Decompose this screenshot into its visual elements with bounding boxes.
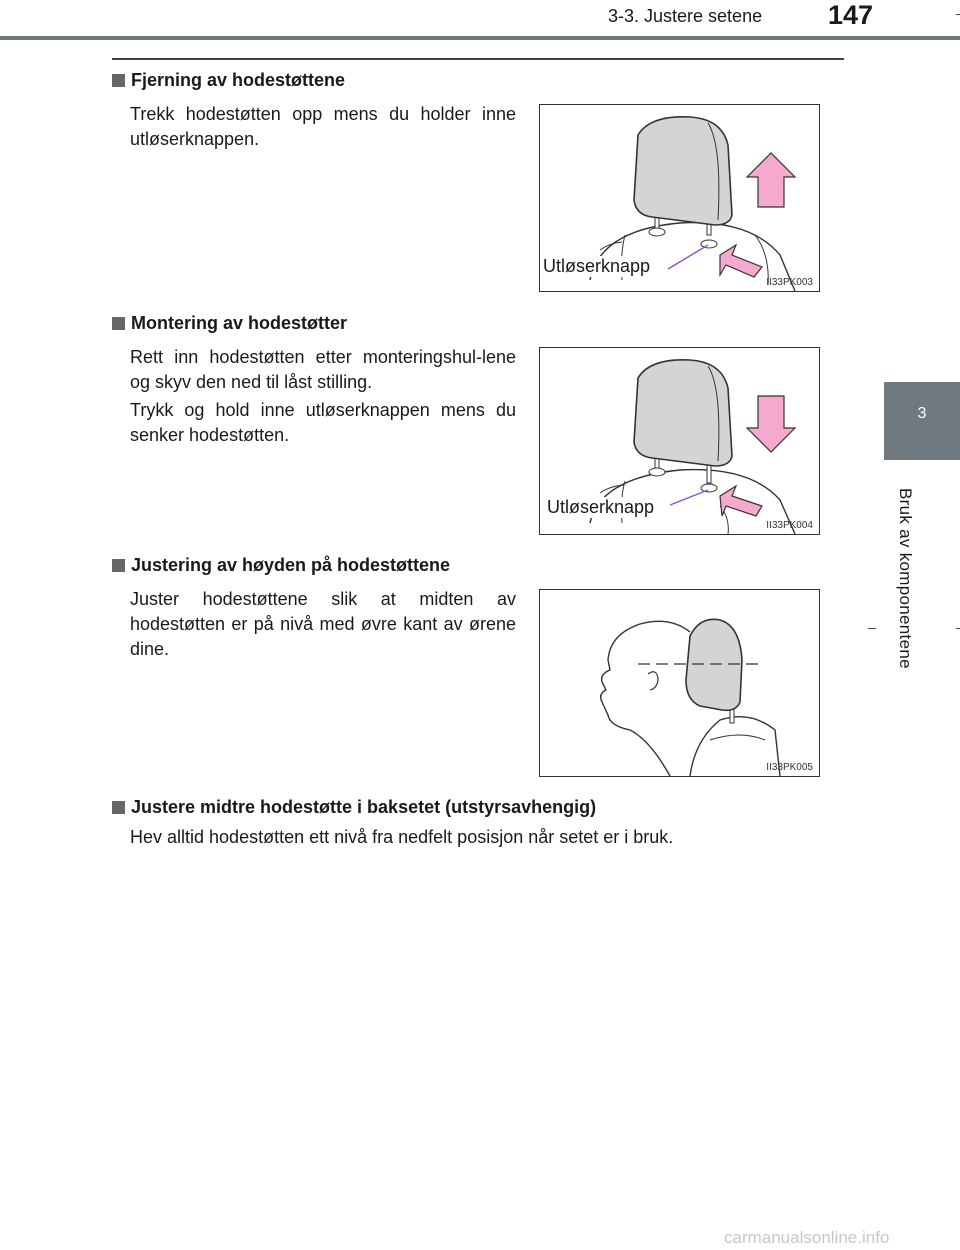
figure-headrest-installation [539,347,820,535]
section-title: 3-3. Justere setene [608,6,763,26]
watermark: carmanualsonline.info [724,1228,890,1247]
figure-callout: Utløserknapp [543,256,651,276]
section-heading: Justere midtre hodestøtte i baksetet (utstyrsavhengig) [112,797,596,818]
bullet-square-icon [112,559,125,572]
page-number: 147 [828,0,874,30]
bullet-square-icon [112,801,125,814]
figure-code: II33PK004 [766,520,813,531]
figure-code: II33PK005 [766,762,813,773]
bullet-square-icon [112,74,125,87]
section-heading: Fjerning av hodestøttene [112,70,345,91]
section-heading: Justering av høyden på hodestøttene [112,555,450,576]
paragraph: Juster hodestøttene slik at midten av hodestøtten er på nivå med øvre kant av ørene dine. [130,589,516,659]
figure-callout: Utløserknapp [547,497,655,517]
paragraph: Hev alltid hodestøtten ett nivå fra nedfelt posisjon når setet er i bruk. [130,827,674,847]
figure-headrest-removal [539,104,820,292]
chapter-number: 3 [917,405,927,422]
chapter-label: Bruk av komponentene [896,488,915,669]
paragraph: Trykk og hold inne utløserknappen mens du senker hodestøtten. [130,400,516,445]
crop-mark [956,14,960,15]
figure-headrest-height [539,589,820,777]
paragraph: Trekk hodestøtten opp mens du holder inne utløserknappen. [130,104,516,149]
headrest-height-illustration [540,590,819,776]
section-heading: Montering av hodestøtter [112,313,347,334]
content-rule [112,58,844,60]
crop-mark [868,628,876,629]
bullet-square-icon [112,317,125,330]
figure-code: II33PK003 [766,277,813,288]
header-rule [0,36,960,40]
paragraph: Rett inn hodestøtten etter monteringshul-lene og skyv den ned til låst stilling. [130,347,516,392]
crop-mark [956,628,960,629]
